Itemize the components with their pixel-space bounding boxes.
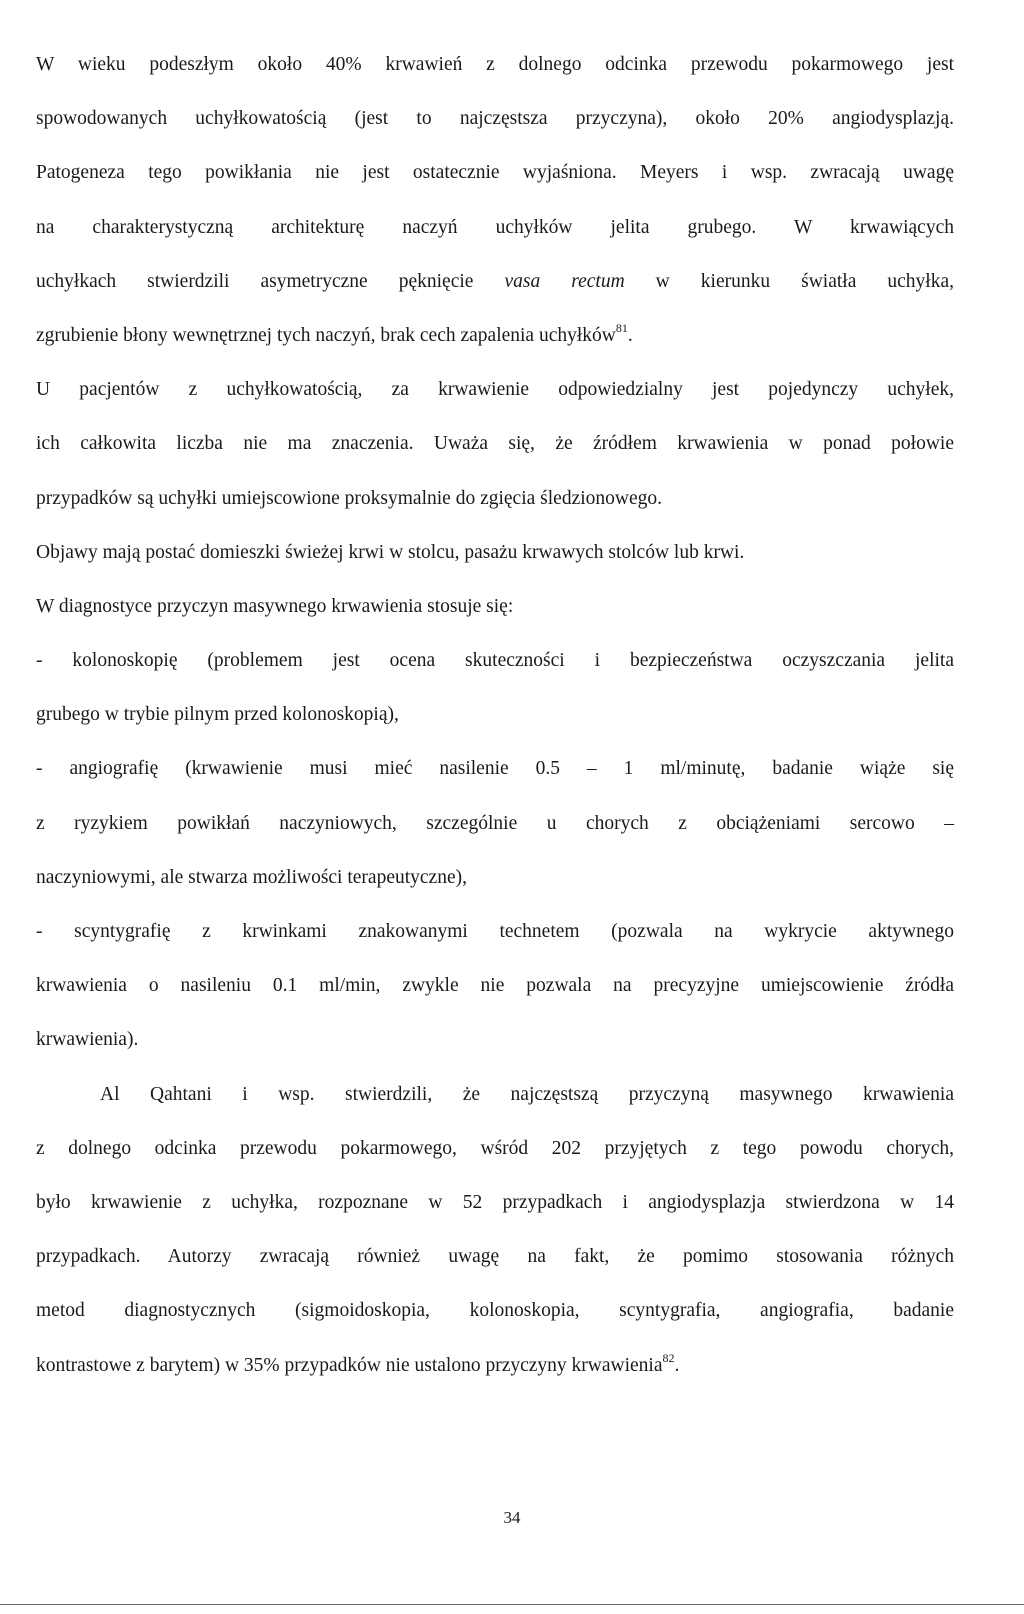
text-line: grubego w trybie pilnym przed kolonoskopią), [36, 704, 399, 726]
reference-superscript: 81 [615, 320, 628, 335]
text-line: przypadkach. Autorzy zwracają również uwagę na fakt, że pomimo stosowania różnych [36, 1246, 954, 1268]
text-line: W diagnostyce przyczyn masywnego krwawienia stosuje się: [36, 595, 514, 617]
text-line: krwawienia). [36, 1029, 139, 1051]
text-line: Objawy mają postać domieszki świeżej krwi w stolcu, pasażu krwawych stolców lub krwi. [36, 541, 745, 563]
text-line: naczyniowymi, ale stwarza możliwości terapeutyczne), [36, 866, 467, 888]
text-line: W wieku podeszłym około 40% krwawień z dolnego odcinka przewodu pokarmowego jest [36, 54, 954, 75]
text-line [36, 309, 954, 363]
document-body [36, 38, 954, 1393]
line-text: w kierunku światła uchyłka, [624, 270, 954, 292]
text-line: ich całkowita liczba nie ma znaczenia. Uważa się, że źródłem krwawienia w ponad połowie [36, 433, 954, 455]
text-line [36, 255, 954, 309]
bottom-rule [0, 1604, 1024, 1605]
line-text: kontrastowe z barytem) w 35% przypadków nie ustalono przyczyny krwawienia [36, 1354, 663, 1376]
text-line: U pacjentów z uchyłkowatością, za krwawienie odpowiedzialny jest pojedynczy uchyłek, [36, 379, 954, 401]
text-line: - kolonoskopię (problemem jest ocena skuteczności i bezpieczeństwa oczyszczania jelita [36, 650, 954, 672]
text-line: Al Qahtani i wsp. stwierdzili, że najczęstszą przyczyną masywnego krwawienia [100, 1083, 954, 1105]
text-line: z dolnego odcinka przewodu pokarmowego, wśród 202 przyjętych z tego powodu chorych, [36, 1137, 954, 1159]
text-line: metod diagnostycznych (sigmoidoskopia, kolonoskopia, scyntygrafia, angiografia, badanie [36, 1300, 954, 1322]
italic-term: vasa rectum [504, 270, 625, 292]
text-line: było krwawienie z uchyłka, rozpoznane w 52 przypadkach i angiodysplazja stwierdzona w 14 [36, 1191, 954, 1213]
line-text: uchyłkach stwierdzili asymetryczne pęknięcie [36, 270, 505, 292]
text-line: Patogeneza tego powikłania nie jest ostatecznie wyjaśniona. Meyers i wsp. zwracają uwagę [36, 162, 954, 184]
text-line: na charakterystyczną architekturę naczyń uchyłków jelita grubego. W krwawiących [36, 216, 954, 238]
line-text: . [627, 324, 633, 346]
text-line: z ryzykiem powikłań naczyniowych, szczególnie u chorych z obciążeniami sercowo – [36, 812, 954, 834]
text-line: - scyntygrafię z krwinkami znakowanymi technetem (pozwala na wykrycie aktywnego [36, 921, 954, 942]
line-text: zgrubienie błony wewnętrznej tych naczyń, brak cech zapalenia uchyłków [36, 324, 616, 346]
text-line: spowodowanych uchyłkowatością (jest to najczęstsza przyczyna), około 20% angiodysplazją. [36, 108, 954, 130]
text-line: przypadków są uchyłki umiejscowione proksymalnie do zgięcia śledzionowego. [36, 487, 662, 509]
line-text: . [674, 1354, 680, 1376]
reference-superscript: 82 [662, 1350, 675, 1365]
text-line: - angiografię (krwawienie musi mieć nasilenie 0.5 – 1 ml/minutę, badanie wiąże się [36, 758, 954, 780]
text-line: krwawienia o nasileniu 0.1 ml/min, zwykle nie pozwala na precyzyjne umiejscowienie źródła [36, 975, 954, 997]
page-number: 34 [503, 1508, 521, 1527]
text-line [36, 1339, 954, 1393]
